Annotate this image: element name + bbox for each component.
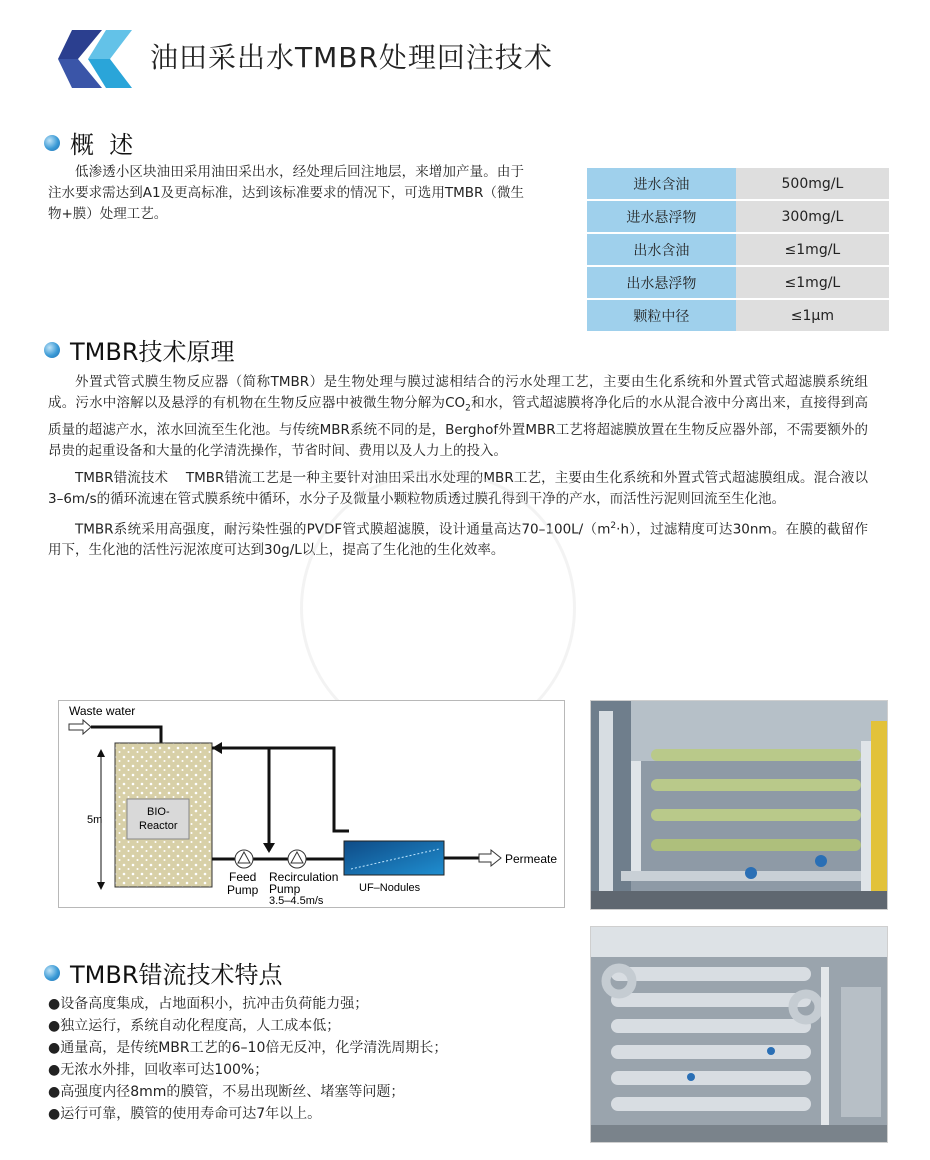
recirc-label-2: Pump — [269, 882, 301, 896]
spec-row — [587, 201, 889, 232]
feature-item: ●独立运行，系统自动化程度高，人工成本低； — [48, 1018, 341, 1034]
features-list — [48, 993, 447, 1125]
spec-key: 出水含油 — [587, 234, 736, 265]
page-title: 油田采出水TMBR处理回注技术 — [150, 41, 553, 74]
spec-row — [587, 267, 889, 298]
spec-key: 颗粒中径 — [587, 300, 736, 331]
spec-key: 进水含油 — [587, 168, 736, 199]
spec-key: 进水悬浮物 — [587, 201, 736, 232]
spec-key: 出水悬浮物 — [587, 267, 736, 298]
company-logo — [40, 26, 140, 92]
bullet-icon — [44, 342, 60, 358]
bullet-icon — [44, 965, 60, 981]
principle-paragraph-1: 外置式管式膜生物反应器（简称TMBR）是生物处理与膜过滤相结合的污水处理工艺，主要由生化系统和外置式管式超滤膜系统组成。污水中溶解以及悬浮的有机物在生物反应器中被微生物分解为$CO_2$和水，管式超滤膜将净化后的水从混合液中分离出来，直接得到高质量的超滤产水，浓水回流至生化池。与传统MBR系统不同的是，Berghof外置MBR工艺将超滤膜放置在生物反应器外部，不需要额外的昂贵的起重设备和大量的化学清洗操作，节省时间、费用以及人力上的投入。 — [48, 374, 868, 459]
spec-value: 300mg/L — [736, 201, 889, 232]
plant-photo-2 — [590, 926, 888, 1143]
feed-pump-label-2: Pump — [227, 883, 259, 897]
principle-paragraph-2: TMBR错流技术 TMBR错流工艺是一种主要针对油田采出水处理的MBR工艺，主要由生化系统和外置式管式超滤膜组成。混合液以3–6m/s的循环流速在管式膜系统中循环，水分子及微量小颗粒物质透过膜孔得到干净的产水，而活性污泥则回流至生化池。 — [48, 469, 868, 507]
height-label: 5m — [87, 814, 103, 826]
feed-pump-label-1: Feed — [229, 870, 257, 884]
bullet-icon — [44, 135, 60, 151]
feature-item: ●通量高，是传统MBR工艺的6–10倍无反冲，化学清洗周期长； — [48, 1040, 448, 1056]
recirc-label-3: 3.5–4.5m/s — [269, 895, 324, 907]
process-diagram-svg — [59, 701, 564, 907]
spec-row — [587, 300, 889, 331]
overview-heading: 概 述 — [44, 125, 133, 160]
principle-heading: TMBR技术原理 — [44, 332, 235, 367]
overview-text: 低渗透小区块油田采用油田采出水，经处理后回注地层，来增加产量。由于注水要求需达到A1及更高标准，达到该标准要求的情况下，可选用TMBR（微生物+膜）处理工艺。 — [48, 164, 524, 222]
spec-value: ≤1mg/L — [736, 267, 889, 298]
process-diagram — [58, 700, 565, 908]
features-heading: TMBR错流技术特点 — [44, 955, 283, 990]
spec-row — [587, 234, 889, 265]
spec-value: ≤1mg/L — [736, 234, 889, 265]
feature-item: ●设备高度集成，占地面积小，抗冲击负荷能力强； — [48, 996, 369, 1012]
recirc-label-1: Recirculation — [269, 870, 339, 884]
feature-item: ●无浓水外排，回收率可达100%； — [48, 1062, 269, 1078]
spec-table — [587, 166, 889, 333]
waste-water-label: Waste water — [69, 704, 136, 718]
reactor-label-1: BIO- — [147, 806, 170, 818]
spec-row — [587, 168, 889, 199]
principle-paragraph-3: TMBR系统采用高强度，耐污染性强的PVDF管式膜超滤膜，设计通量高达$70-100L/(m^2\cdot h)$，过滤精度可达30nm。在膜的截留作用下，生化池的活性污泥浓度可达到30g/L以上，提高了生化池的生化效率。 — [48, 520, 868, 559]
reactor-label-2: Reactor — [139, 820, 178, 832]
permeate-label: Permeate — [505, 852, 558, 866]
plant-photo-1 — [590, 700, 888, 910]
feature-item: ●运行可靠，膜管的使用寿命可达7年以上。 — [48, 1106, 322, 1122]
spec-value: 500mg/L — [736, 168, 889, 199]
uf-label: UF–Nodules — [359, 882, 421, 894]
feature-item: ●高强度内径8mm的膜管，不易出现断丝、堵塞等问题； — [48, 1084, 405, 1100]
spec-value: ≤1μm — [736, 300, 889, 331]
